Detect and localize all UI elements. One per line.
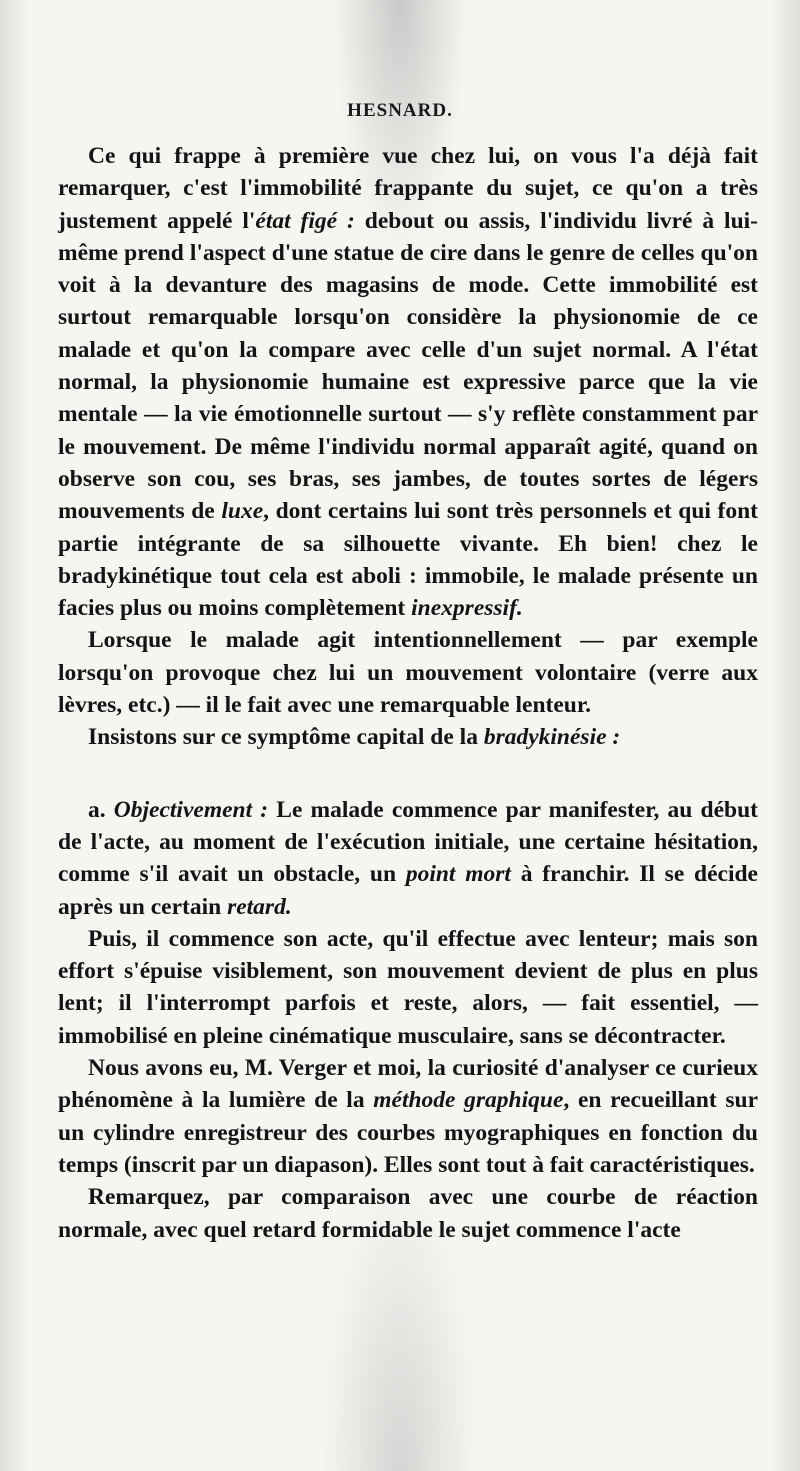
paragraph-immobility: Ce qui frappe à première vue chez lui, on vous l'a déjà fait remarquer, c'est l'immobilité frappante du sujet, ce qu'on a très justement appelé l'état figé : debout ou assis, l'individu livré à lui-même prend l'aspect d'une statue de cire dans le genre de celles qu'on voit à la devanture des magasins de mode. Cette immobilité est surtout remarquable lorsqu'on considère la physionomie de ce malade et qu'on la compare avec celle d'un sujet normal. A l'état normal, la physionomie humaine est expressive parce que la vie mentale — la vie émotionnelle surtout — s'y reflète constamment par le mouvement. De même l'individu normal apparaît agité, quand on observe son cou, ses bras, ses jambes, de toutes sortes de légers mouvements de luxe, dont certains lui sont très personnels et qui font partie intégrante de sa silhouette vivante. Eh bien! chez le bradykinétique tout cela est aboli : immobile, le malade présente un facies plus ou moins complètement inexpressif. [58,143,758,622]
paragraph-bradykinesia-intro: Insistons sur ce symptôme capital de la bradykinésie : [88,724,621,751]
paragraph-objectively: a. Objectivement : Le malade commence par manifester, au début de l'acte, au moment de l'exécution initiale, une certaine hésitation, comme s'il avait un obstacle, un point mort à franchir. Il se décide après un certain retard. [58,796,758,920]
running-header: HESNARD. [347,100,453,121]
paragraph-comparison: Remarquez, par comparaison avec une courbe de réaction normale, avec quel retard formidable le sujet commence l'acte [58,1184,758,1243]
paragraph-slowness: Puis, il commence son acte, qu'il effectue avec lenteur; mais son effort s'épuise visiblement, son mouvement devient de plus en plus lent; il l'interrompt parfois et reste, alors, — fait essentiel, — immobilisé en pleine cinématique musculaire, sans se décontracter. [58,925,758,1049]
paragraph-graphic-method: Nous avons eu, M. Verger et moi, la curiosité d'analyser ce curieux phénomène à la lumière de la méthode graphique, en recueillant sur un cylindre enregistreur des courbes myographiques en fonction du temps (inscrit par un diapason). Elles sont tout à fait caractéristiques. [58,1055,759,1178]
body-text [58,140,758,1246]
paragraph-intentional-action: Lorsque le malade agit intentionnellement — par exemple lorsqu'on provoque chez lui un mouvement volontaire (verre aux lèvres, etc.) — il le fait avec une remarquable lenteur. [58,627,758,719]
